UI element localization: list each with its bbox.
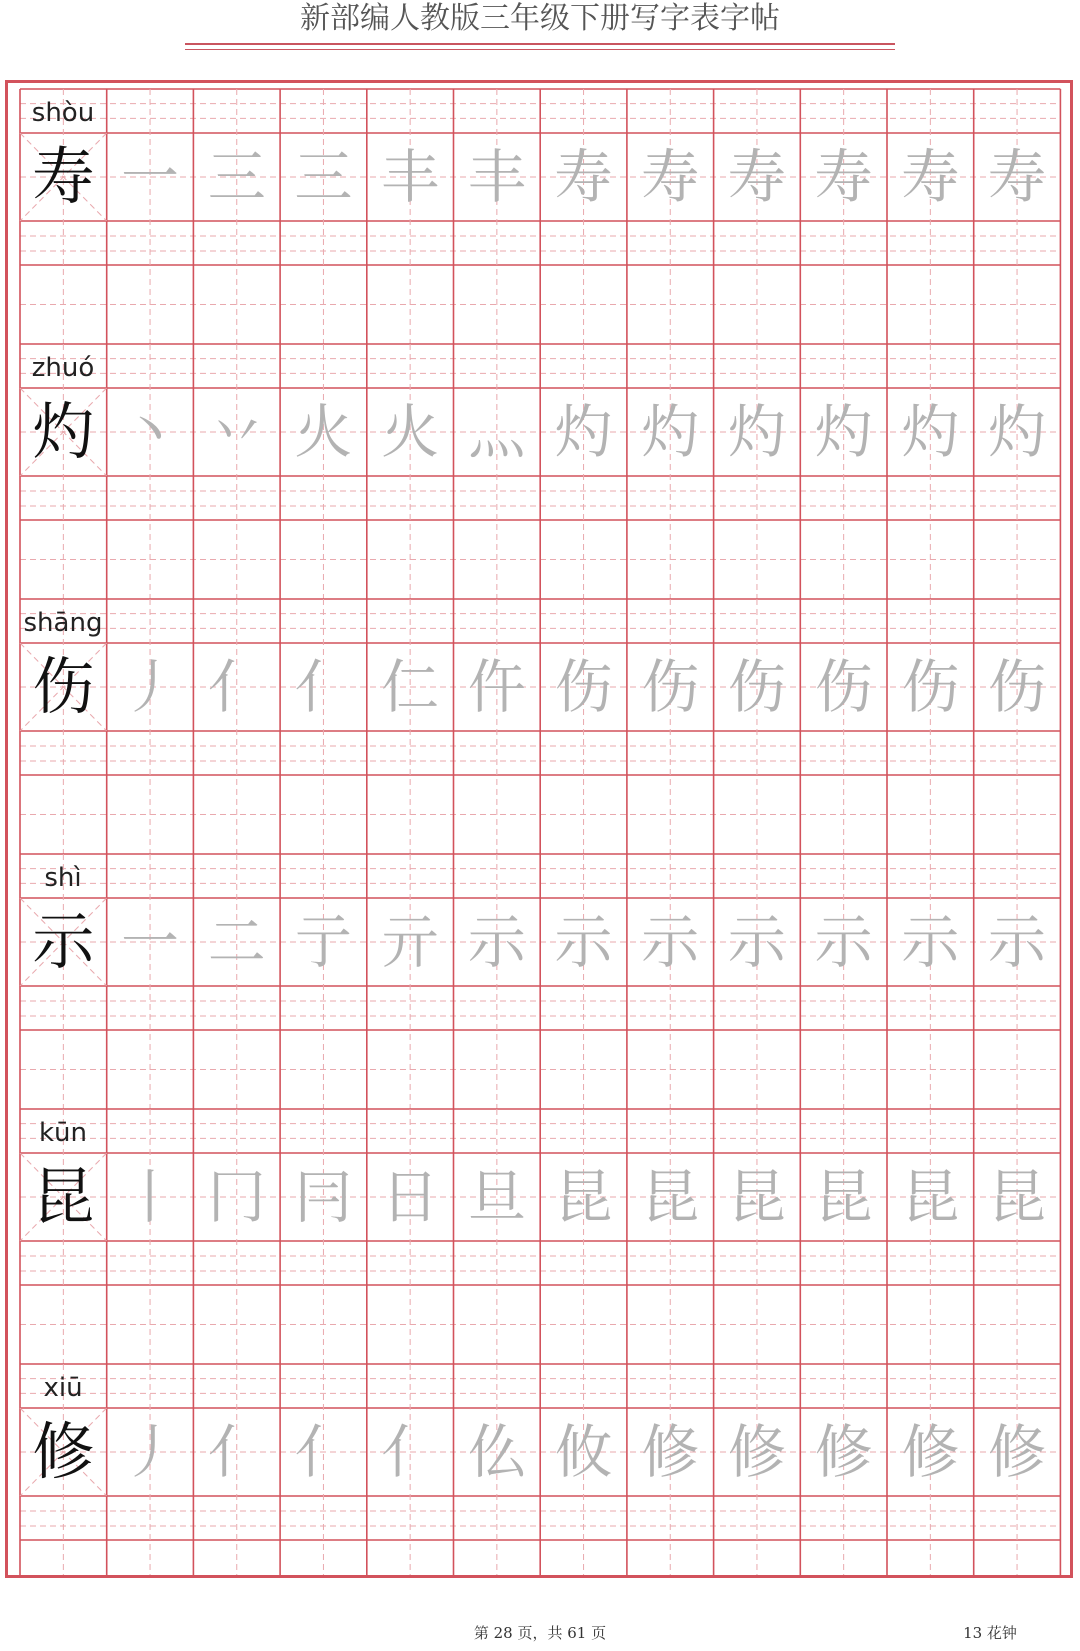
trace-character: 亻: [207, 1418, 266, 1486]
trace-character: 丨: [121, 1163, 180, 1231]
trace-character: 示: [901, 908, 960, 976]
trace-character: 仵: [467, 653, 526, 721]
pinyin-label: xiū: [43, 1373, 83, 1403]
trace-character: 仫: [467, 1418, 526, 1486]
trace-character: 灼: [901, 398, 960, 466]
trace-character: 灼: [641, 398, 700, 466]
trace-character: 旦: [467, 1163, 526, 1231]
trace-character: 火: [381, 398, 440, 466]
trace-character: 修: [988, 1418, 1047, 1486]
trace-character: 攸: [554, 1418, 613, 1486]
trace-character: 伤: [814, 653, 873, 721]
trace-character: 亻: [207, 653, 266, 721]
trace-character: 示: [727, 908, 786, 976]
trace-character: 示: [554, 908, 613, 976]
trace-character: 亻: [294, 653, 353, 721]
pinyin-label: kūn: [38, 1118, 87, 1148]
trace-character: 昆: [988, 1163, 1047, 1231]
trace-character: 修: [727, 1418, 786, 1486]
trace-character: 冃: [294, 1163, 353, 1231]
trace-character: 亓: [381, 908, 440, 976]
trace-character: 昆: [727, 1163, 786, 1231]
trace-character: 丰: [381, 143, 440, 211]
model-character: 寿: [32, 140, 95, 213]
trace-character: 示: [467, 908, 526, 976]
trace-character: 一: [121, 143, 180, 211]
model-character: 修: [32, 1415, 95, 1488]
trace-character: 灼: [554, 398, 613, 466]
trace-character: 寿: [641, 143, 700, 211]
page-title: 新部编人教版三年级下册写字表字帖: [300, 1, 780, 36]
trace-character: 丷: [207, 398, 266, 466]
trace-character: 灼: [727, 398, 786, 466]
trace-character: 修: [901, 1418, 960, 1486]
trace-character: 昆: [554, 1163, 613, 1231]
model-character: 灼: [32, 395, 95, 468]
trace-character: 寿: [988, 143, 1047, 211]
trace-character: 火: [294, 398, 353, 466]
model-character: 示: [32, 905, 95, 978]
trace-character: 亻: [381, 1418, 440, 1486]
trace-character: 伤: [641, 653, 700, 721]
model-character: 伤: [32, 650, 95, 723]
trace-character: 修: [641, 1418, 700, 1486]
page-number: 第 28 页，共 61 页: [473, 1624, 607, 1642]
pinyin-label: shì: [44, 863, 82, 893]
trace-character: 伤: [554, 653, 613, 721]
trace-character: 伤: [901, 653, 960, 721]
trace-character: 一: [121, 908, 180, 976]
trace-character: 昆: [901, 1163, 960, 1231]
trace-character: 寿: [554, 143, 613, 211]
trace-character: 三: [207, 143, 266, 211]
trace-character: 日: [381, 1163, 440, 1231]
pinyin-label: shòu: [31, 98, 95, 128]
lesson-tag: 13 花钟: [963, 1624, 1017, 1642]
trace-character: 示: [988, 908, 1047, 976]
trace-character: 寿: [727, 143, 786, 211]
trace-character: 示: [814, 908, 873, 976]
trace-character: 冂: [207, 1163, 266, 1231]
trace-character: 修: [814, 1418, 873, 1486]
trace-character: 示: [641, 908, 700, 976]
pinyin-label: shāng: [23, 608, 103, 638]
trace-character: 灬: [467, 398, 526, 466]
trace-character: 寿: [814, 143, 873, 211]
trace-character: 丶: [121, 398, 180, 466]
practice-sheet: [5, 80, 1073, 1578]
trace-character: 亻: [294, 1418, 353, 1486]
title-underline: [185, 43, 895, 45]
model-character: 昆: [32, 1160, 95, 1233]
trace-character: 寿: [901, 143, 960, 211]
tian-grid: [8, 83, 1070, 1575]
trace-character: 丿: [121, 1418, 180, 1486]
trace-character: 伤: [988, 653, 1047, 721]
trace-character: 伤: [727, 653, 786, 721]
trace-character: 昆: [814, 1163, 873, 1231]
trace-character: 三: [294, 143, 353, 211]
trace-character: 灼: [814, 398, 873, 466]
trace-character: 二: [207, 908, 266, 976]
trace-character: 仁: [381, 653, 440, 721]
title-underline-thin: [185, 49, 895, 50]
trace-character: 丰: [467, 143, 526, 211]
trace-character: 丿: [121, 653, 180, 721]
trace-character: 昆: [641, 1163, 700, 1231]
trace-character: 灼: [988, 398, 1047, 466]
pinyin-label: zhuó: [31, 353, 95, 383]
trace-character: 亍: [294, 908, 353, 976]
